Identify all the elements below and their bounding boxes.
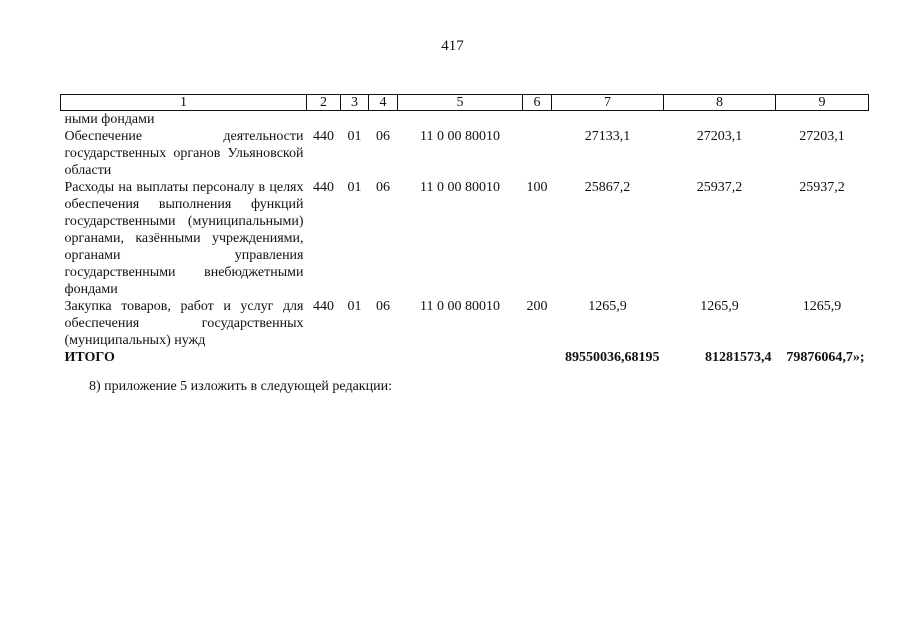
- cell-col6: 200: [526, 299, 548, 314]
- total-col7: 89550036,68195: [565, 350, 660, 365]
- cell-col4: 06: [376, 129, 390, 144]
- header-cell: 3: [341, 95, 369, 111]
- cell-col9: 27203,1: [799, 129, 845, 144]
- cell-col8: 27203,1: [696, 129, 743, 144]
- cell-col8: 1265,9: [700, 299, 739, 314]
- cell-col4: 06: [376, 299, 390, 314]
- cell-col3: 01: [347, 299, 362, 314]
- header-cell: 6: [523, 95, 552, 111]
- table-row: [61, 298, 869, 349]
- row-name: ными фондами: [64, 112, 155, 127]
- cell-col2: 440: [313, 180, 334, 195]
- cell-col3: 01: [347, 180, 362, 195]
- amendment-note: 8) приложение 5 изложить в следующей редакции:: [89, 379, 392, 394]
- header-cell: 8: [664, 95, 776, 111]
- cell-col9: [776, 111, 869, 129]
- cell-col6: [523, 111, 552, 129]
- total-col9: 79876064,7»;: [786, 350, 865, 365]
- table-header-row: [61, 95, 869, 111]
- empty-cell: [369, 349, 398, 366]
- cell-col3: 01: [347, 129, 362, 144]
- cell-col2: [307, 111, 341, 129]
- empty-cell: [307, 349, 341, 366]
- header-cell: 9: [776, 95, 869, 111]
- cell-col4: [369, 111, 398, 129]
- cell-col9: 25937,2: [799, 180, 845, 195]
- total-col8: 81281573,4: [705, 350, 772, 365]
- empty-cell: [523, 349, 552, 366]
- cell-col5: 11 0 00 80010: [420, 299, 500, 314]
- table-row: [61, 111, 869, 129]
- cell-col8: 25937,2: [696, 180, 743, 195]
- cell-col3: [341, 111, 369, 129]
- cell-col5: 11 0 00 80010: [420, 129, 500, 144]
- header-cell: 7: [552, 95, 664, 111]
- cell-col7: 25867,2: [584, 180, 631, 195]
- cell-col7: 1265,9: [588, 299, 627, 314]
- table-row: [61, 179, 869, 298]
- budget-table: [60, 94, 869, 366]
- header-cell: 5: [398, 95, 523, 111]
- total-label: ИТОГО: [64, 350, 115, 365]
- table-row: [61, 128, 869, 179]
- cell-col7: [552, 111, 664, 129]
- header-cell: 2: [307, 95, 341, 111]
- cell-col7: 27133,1: [584, 129, 631, 144]
- total-row: [61, 349, 869, 366]
- header-cell: 4: [369, 95, 398, 111]
- cell-col4: 06: [376, 180, 390, 195]
- empty-cell: [341, 349, 369, 366]
- header-cell: 1: [61, 95, 307, 111]
- cell-col2: 440: [313, 129, 334, 144]
- cell-col5: [398, 111, 523, 129]
- cell-col2: 440: [313, 299, 334, 314]
- cell-col9: 1265,9: [802, 299, 842, 314]
- row-name: Обеспечение деятельности государственных органов Ульяновской области: [64, 129, 304, 178]
- page-number: 417: [441, 38, 464, 54]
- cell-col6: 100: [526, 180, 548, 195]
- empty-cell: [398, 349, 523, 366]
- row-name: Расходы на выплаты персоналу в целях обеспечения выполнения функций государственными (муниципальными) органами, казёнными учреждениями, органами управления государственными внебюджетными фондами: [64, 180, 304, 297]
- cell-col8: [664, 111, 776, 129]
- cell-col5: 11 0 00 80010: [420, 180, 500, 195]
- cell-col6: [523, 128, 552, 179]
- row-name: Закупка товаров, работ и услуг для обеспечения государственных (муниципальных) нужд: [64, 299, 304, 348]
